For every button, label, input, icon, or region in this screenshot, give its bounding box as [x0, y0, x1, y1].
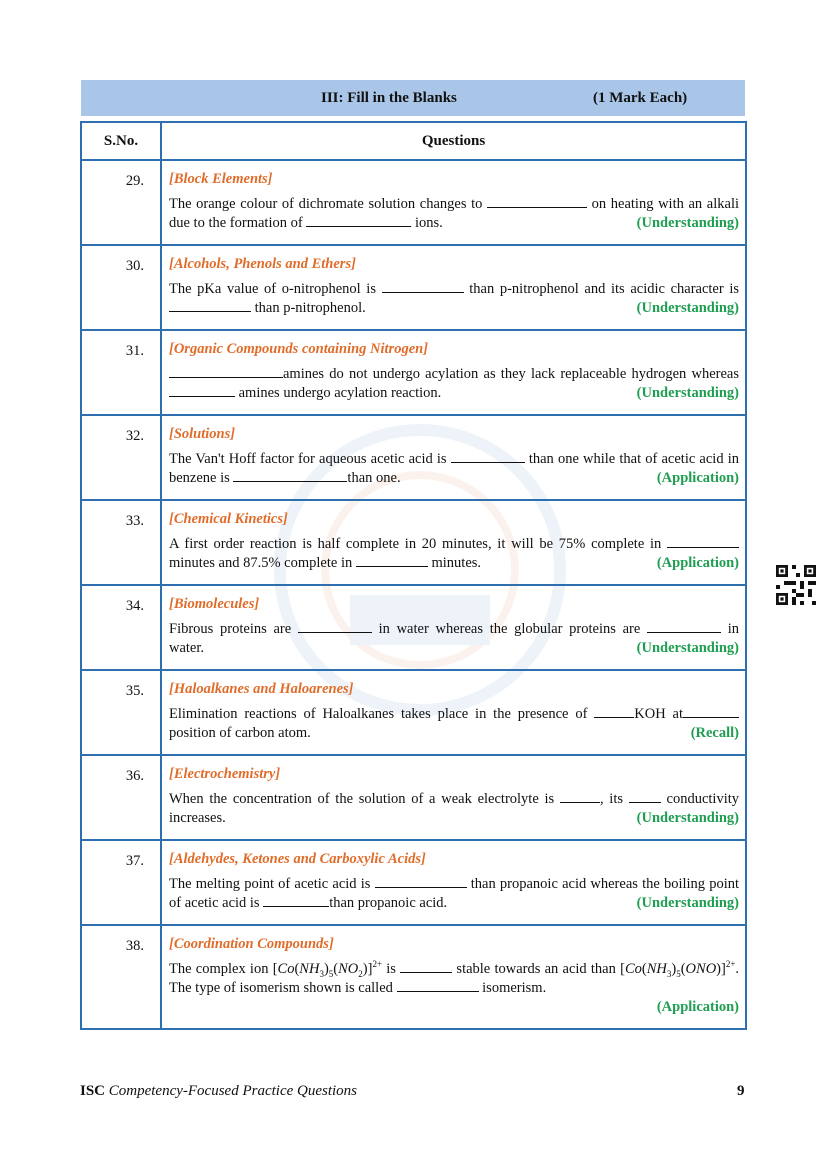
answer-blank — [667, 535, 739, 548]
cognitive-level: (Understanding) — [636, 895, 739, 911]
table-row — [81, 755, 746, 840]
cognitive-level: (Understanding) — [636, 385, 739, 401]
question-cell — [161, 840, 746, 925]
complex-ion-formula: $[Co(NH_3)_5(ONO)]^{2+}$ — [620, 959, 736, 979]
answer-blank — [169, 299, 251, 312]
col-sno-header: S.No. — [81, 122, 161, 160]
complex-ion-formula: $[Co(NH_3)_5(NO_2)]^{2+}$ — [272, 959, 383, 979]
answer-blank — [382, 280, 464, 293]
section-title: III: Fill in the Blanks — [321, 90, 457, 106]
answer-blank — [306, 214, 411, 227]
cognitive-level: (Recall) — [690, 725, 739, 741]
question-number: 32. — [81, 415, 161, 500]
question-number: 30. — [81, 245, 161, 330]
answer-blank — [356, 554, 428, 567]
question-number: 35. — [81, 670, 161, 755]
question-number: 37. — [81, 840, 161, 925]
question-topic: [Aldehydes, Ketones and Carboxylic Acids] — [169, 851, 426, 867]
col-questions-header: Questions — [161, 122, 746, 160]
answer-blank — [560, 790, 600, 803]
question-text: The melting point of acetic acid is than propanoic acid whereas the boiling point of acetic acid is than propanoic acid. (Understanding) — [169, 876, 740, 911]
cognitive-level: (Understanding) — [636, 810, 739, 826]
question-topic: [Solutions] — [169, 426, 236, 442]
footer-brand: ISC — [80, 1083, 106, 1099]
question-topic: [Block Elements] — [169, 171, 273, 187]
question-topic: [Haloalkanes and Haloarenes] — [169, 681, 354, 697]
table-row — [81, 245, 746, 330]
table-row — [81, 585, 746, 670]
question-cell — [161, 585, 746, 670]
page-number: 9 — [737, 1083, 745, 1099]
answer-blank — [169, 384, 235, 397]
question-text: amines do not undergo acylation as they lack replaceable hydrogen whereas amines undergo acylation reaction. (Understanding) — [169, 365, 739, 403]
question-topic: [Biomolecules] — [169, 596, 260, 612]
cognitive-level: (Application) — [656, 555, 739, 571]
question-topic: [Chemical Kinetics] — [169, 511, 288, 527]
question-topic: [Electrochemistry] — [169, 766, 281, 782]
answer-blank — [629, 790, 661, 803]
answer-blank — [647, 620, 721, 633]
question-number: 31. — [81, 330, 161, 415]
answer-blank — [397, 979, 479, 992]
cognitive-level: (Application) — [656, 470, 739, 486]
table-header-row — [81, 122, 746, 160]
question-cell — [161, 160, 746, 245]
table-row — [81, 415, 746, 500]
answer-blank — [263, 894, 329, 907]
question-cell — [161, 415, 746, 500]
question-cell — [161, 755, 746, 840]
table-row — [81, 840, 746, 925]
answer-blank — [487, 195, 587, 208]
answer-blank — [233, 469, 347, 482]
question-text: The complex ion $[Co(NH_3)_5(NO_2)]^{2+}$ is stable towards an acid than $[Co(NH_3)_5(ONO)]^{2+}$. The type of isomerism shown is called isomerism. (Application) — [169, 959, 740, 1015]
question-number: 38. — [81, 925, 161, 1029]
question-topic: [Coordination Compounds] — [169, 936, 334, 952]
qr-code-icon — [776, 565, 816, 605]
question-cell — [161, 245, 746, 330]
table-row — [81, 925, 746, 1029]
question-text: Fibrous proteins are in water whereas the globular proteins are in water. (Understanding) — [169, 621, 740, 656]
section-marks: (1 Mark Each) — [593, 90, 688, 106]
question-text: The pKa value of o-nitrophenol is than p-nitrophenol and its acidic character is than p-nitrophenol. (Understanding) — [169, 281, 740, 316]
answer-blank — [683, 705, 739, 718]
question-text: A first order reaction is half complete in 20 minutes, it will be 75% complete in minutes and 87.5% complete in minutes. (Application) — [169, 536, 739, 571]
question-number: 33. — [81, 500, 161, 585]
question-number: 34. — [81, 585, 161, 670]
question-cell — [161, 330, 746, 415]
answer-blank — [451, 450, 525, 463]
question-number: 29. — [81, 160, 161, 245]
question-cell — [161, 925, 746, 1029]
question-text: When the concentration of the solution of a weak electrolyte is , its conductivity increases. (Understanding) — [169, 791, 740, 826]
section-header — [81, 80, 745, 116]
table-row — [81, 160, 746, 245]
cognitive-level: (Application) — [656, 999, 739, 1015]
question-topic: [Organic Compounds containing Nitrogen] — [169, 341, 429, 357]
question-topic: [Alcohols, Phenols and Ethers] — [169, 256, 356, 272]
questions-table — [80, 121, 747, 1030]
cognitive-level: (Understanding) — [636, 300, 739, 316]
table-row — [81, 670, 746, 755]
cognitive-level: (Understanding) — [636, 215, 739, 231]
table-row — [81, 500, 746, 585]
answer-blank — [375, 875, 467, 888]
answer-blank — [594, 705, 634, 718]
cognitive-level: (Understanding) — [636, 640, 739, 656]
question-cell — [161, 670, 746, 755]
answer-blank — [298, 620, 372, 633]
question-number: 36. — [81, 755, 161, 840]
table-row — [81, 330, 746, 415]
footer-subtitle: Competency-Focused Practice Questions — [108, 1083, 358, 1099]
answer-blank — [169, 365, 283, 378]
page-footer — [80, 1083, 357, 1100]
question-cell — [161, 500, 746, 585]
question-text: The orange colour of dichromate solution changes to on heating with an alkali due to the formation of ions. (Understanding) — [169, 196, 739, 231]
answer-blank — [400, 960, 452, 973]
question-text: The Van't Hoff factor for aqueous acetic acid is than one while that of acetic acid in benzene is than one. (Application) — [169, 451, 739, 486]
question-text: Elimination reactions of Haloalkanes takes place in the presence of KOH at position of carbon atom. (Recall) — [169, 706, 739, 741]
